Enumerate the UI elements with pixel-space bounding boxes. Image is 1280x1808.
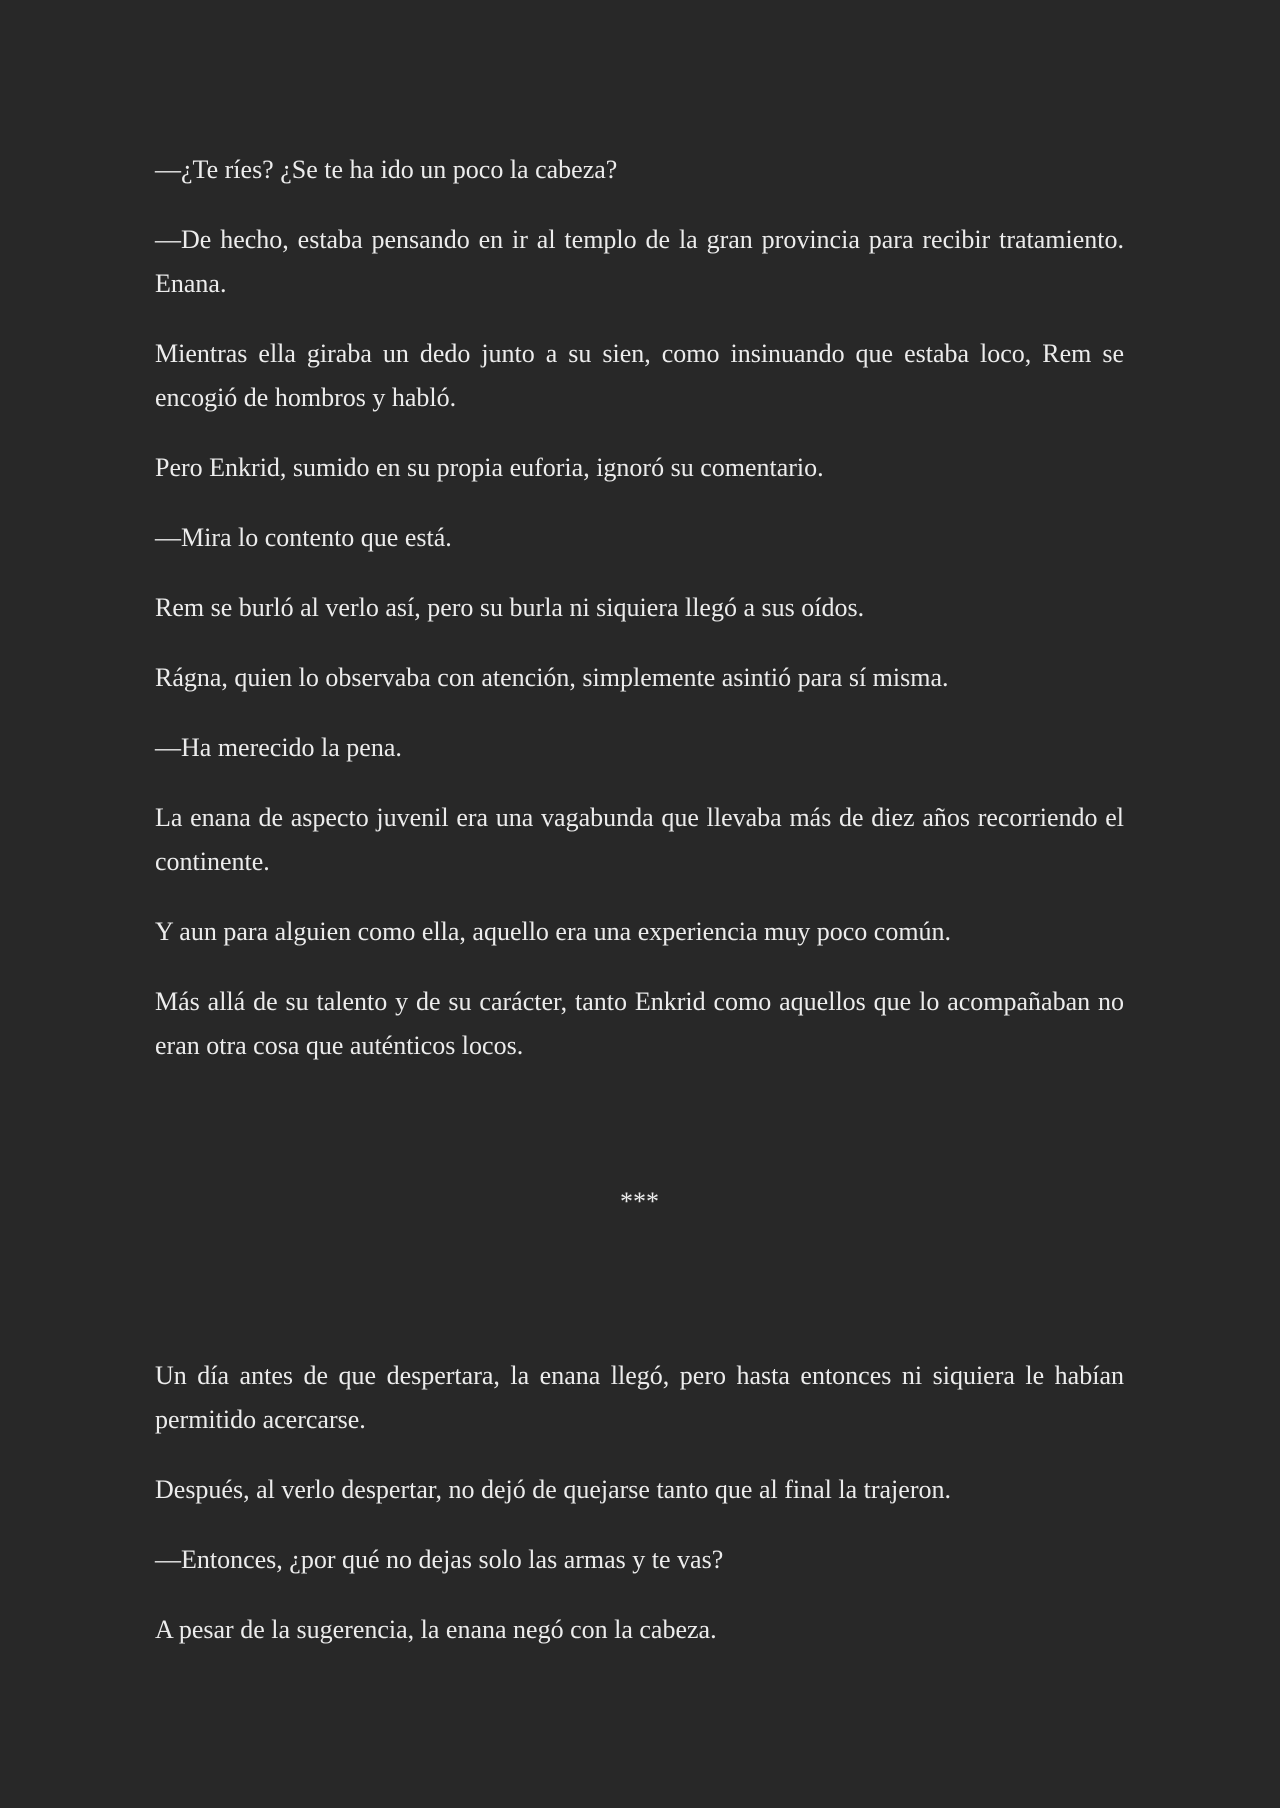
scene-break xyxy=(155,1180,1124,1224)
paragraph: Y aun para alguien como ella, aquello era una experiencia muy poco común. xyxy=(155,917,952,946)
paragraph: —¿Te ríes? ¿Se te ha ido un poco la cabeza? xyxy=(155,155,618,184)
paragraph: Más allá de su talento y de su carácter, tanto Enkrid como aquellos que lo acompañaban no eran otra cosa que auténticos locos. xyxy=(155,987,1124,1060)
paragraph: Un día antes de que despertara, la enana llegó, pero hasta entonces ni siquiera le habían permitido acercarse. xyxy=(155,1361,1124,1434)
paragraph: Después, al verlo despertar, no dejó de quejarse tanto que al final la trajeron. xyxy=(155,1475,951,1504)
paragraph: —Entonces, ¿por qué no dejas solo las armas y te vas? xyxy=(155,1545,724,1574)
paragraph: Mientras ella giraba un dedo junto a su sien, como insinuando que estaba loco, Rem se encogió de hombros y habló. xyxy=(155,339,1124,412)
paragraph: A pesar de la sugerencia, la enana negó con la cabeza. xyxy=(155,1615,717,1644)
paragraph: —Mira lo contento que está. xyxy=(155,523,452,552)
scene-separator: *** xyxy=(620,1187,659,1216)
chapter-text xyxy=(155,148,1124,1678)
paragraph: Rágna, quien lo observaba con atención, simplemente asintió para sí misma. xyxy=(155,663,949,692)
paragraph: Pero Enkrid, sumido en su propia euforia, ignoró su comentario. xyxy=(155,453,824,482)
paragraph: —Ha merecido la pena. xyxy=(155,733,402,762)
paragraph: La enana de aspecto juvenil era una vagabunda que llevaba más de diez años recorriendo el continente. xyxy=(155,803,1124,876)
paragraph: —De hecho, estaba pensando en ir al templo de la gran provincia para recibir tratamiento. Enana. xyxy=(155,225,1124,298)
paragraph: Rem se burló al verlo así, pero su burla ni siquiera llegó a sus oídos. xyxy=(155,593,865,622)
